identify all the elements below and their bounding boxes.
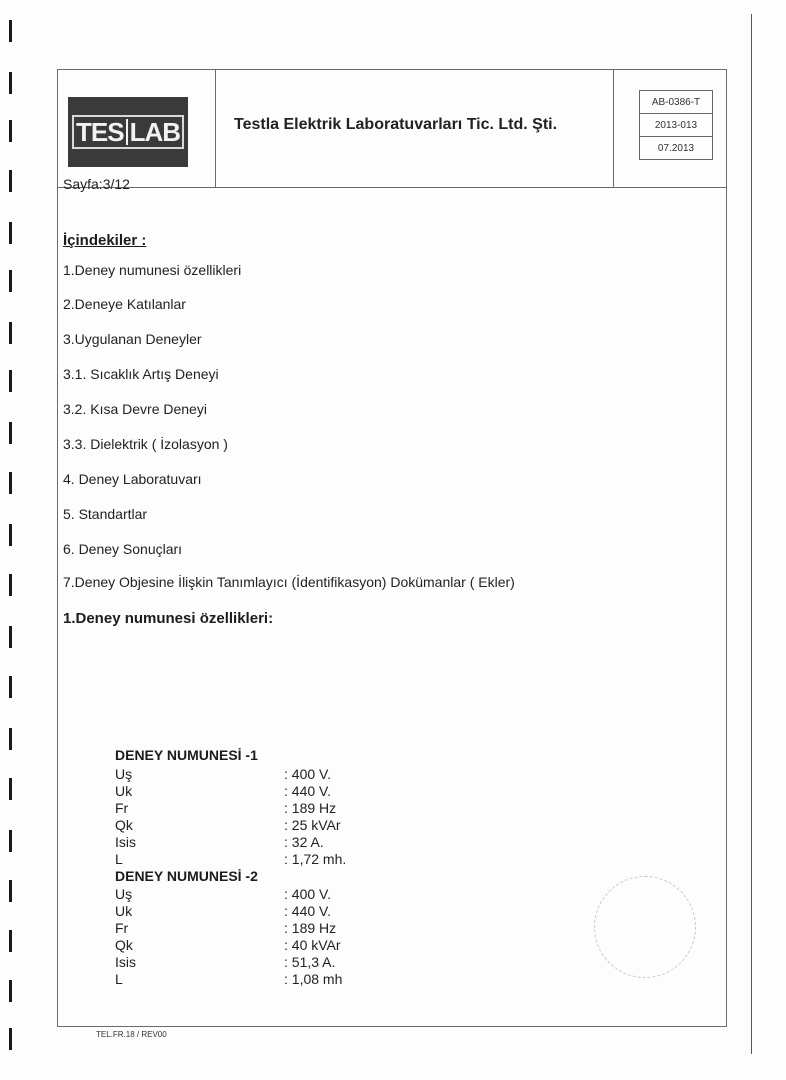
logo-text-left: TES [75,116,124,147]
toc-item: 3.2. Kısa Devre Deneyi [63,401,207,417]
binder-mark [9,322,12,344]
spec-label: Fr [115,920,129,936]
binder-mark [9,422,12,444]
binder-mark [9,930,12,952]
spec-label: Qk [115,937,133,953]
toc-item: 4. Deney Laboratuvarı [63,471,202,487]
spec-value: : 32 A. [284,834,324,850]
toc-item: 2.Deneye Katılanlar [63,296,186,312]
toc-item: 5. Standartlar [63,506,148,522]
binder-mark [9,120,12,142]
faint-stamp-mark [594,876,696,978]
spec-value: : 1,72 mh. [284,851,347,867]
toc-item: 7.Deney Objesine İlişkin Tanımlayıcı (İdentifikasyon) Dokümanlar ( Ekler) [63,574,515,590]
toc-item: 3.3. Dielektrik ( İzolasyon ) [63,436,228,452]
binder-mark [9,270,12,292]
binder-mark [9,20,12,42]
binder-mark [9,676,12,698]
binder-mark [9,626,12,648]
spec-value: : 400 V. [284,886,331,902]
sample-title: DENEY NUMUNESİ -1 [115,747,258,763]
spec-value: : 1,08 mh [284,971,343,987]
logo-wordmark [72,115,184,149]
spec-label: L [115,851,123,867]
logo-text-right: LAB [129,116,180,147]
company-logo [68,97,188,167]
binder-mark [9,72,12,94]
binder-mark [9,980,12,1002]
spec-value: : 25 kVAr [284,817,341,833]
binder-mark [9,778,12,800]
spec-label: Uk [115,903,133,919]
binder-mark [9,1028,12,1050]
company-name: Testla Elektrik Laboratuvarları Tic. Ltd. Şti. [234,116,558,133]
spec-value: : 189 Hz [284,920,337,936]
logo-separator [126,119,128,145]
spec-label: Fr [115,800,129,816]
binder-mark [9,370,12,392]
binder-mark [9,524,12,546]
binder-mark [9,472,12,494]
spec-label: L [115,971,123,987]
doc-code: AB-0386-T [640,91,712,114]
doc-report-number: 2013-013 [640,114,712,137]
spec-value: : 440 V. [284,903,331,919]
header-column-divider [613,69,614,188]
form-code: TEL.FR.18 / REV00 [96,1030,167,1039]
page-number: Sayfa:3/12 [63,176,130,192]
header-divider [57,187,727,188]
toc-item: 3.Uygulanan Deneyler [63,331,202,347]
binder-mark [9,880,12,902]
toc-item: 1.Deney numunesi özellikleri [63,262,242,278]
toc-item: 3.1. Sıcaklık Artış Deneyi [63,366,219,382]
spec-label: Isis [115,834,136,850]
binder-mark [9,574,12,596]
binder-mark [9,170,12,192]
spec-label: Isis [115,954,136,970]
spec-value: : 51,3 A. [284,954,336,970]
binder-mark [9,222,12,244]
doc-date: 07.2013 [657,143,695,154]
page-edge-line [751,14,752,1054]
spec-label: Uş [115,766,133,782]
spec-value: : 440 V. [284,783,331,799]
spec-value: : 400 V. [284,766,331,782]
spec-label: Qk [115,817,133,833]
sample-title: DENEY NUMUNESİ -2 [115,868,258,884]
spec-label: Uk [115,783,133,799]
binder-mark [9,728,12,750]
section-title: 1.Deney numunesi özellikleri: [63,610,274,627]
toc-item: 6. Deney Sonuçları [63,541,183,557]
binder-mark [9,830,12,852]
toc-title: İçindekiler : [63,232,147,249]
spec-label: Uş [115,886,133,902]
spec-value: : 40 kVAr [284,937,341,953]
document-codes-box [639,90,713,160]
spec-value: : 189 Hz [284,800,337,816]
header-column-divider [215,69,216,188]
